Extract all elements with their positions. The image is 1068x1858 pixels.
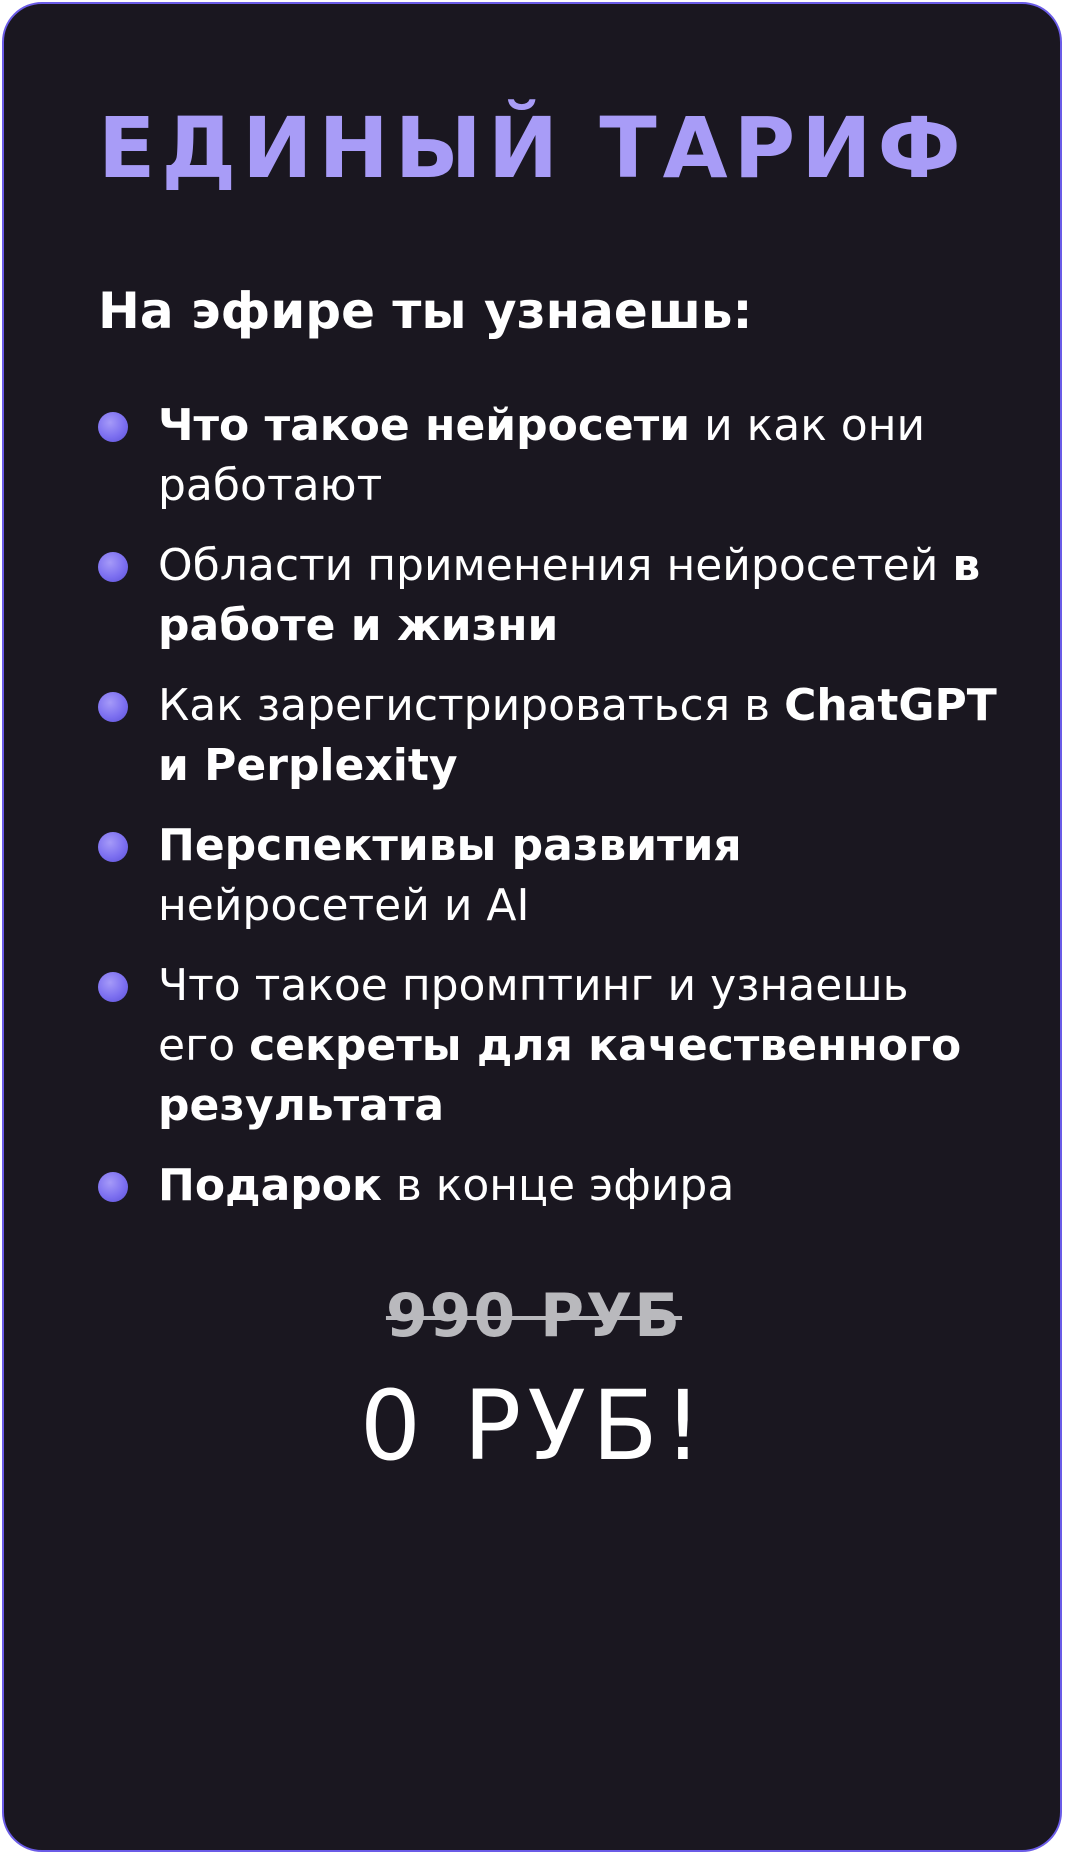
item-bold-text: Что такое нейросети xyxy=(158,400,691,451)
item-text: нейросетей и AI xyxy=(158,880,530,931)
item-text: Как зарегистрироваться в xyxy=(158,680,785,731)
list-item xyxy=(98,816,998,936)
item-text: и как они работают xyxy=(158,400,926,511)
new-price: 0 РУБ! xyxy=(359,1370,709,1482)
item-text: Что такое промптинг и узнаешь его xyxy=(158,960,909,1071)
bullet-dot-icon xyxy=(98,412,128,442)
item-bold-text: секреты для качественного результата xyxy=(158,1020,962,1131)
item-bold-text: Перспективы развития xyxy=(158,820,742,871)
item-text: в конце эфира xyxy=(381,1160,735,1211)
item-text: Области применения нейросетей xyxy=(158,540,953,591)
bullet-dot-icon xyxy=(98,692,128,722)
list-item xyxy=(98,536,998,656)
bullet-dot-icon xyxy=(98,552,128,582)
section-subtitle: На эфире ты узнаешь: xyxy=(98,282,753,340)
item-bold-text: в работе и жизни xyxy=(158,540,981,651)
list-item xyxy=(98,1156,998,1216)
old-price xyxy=(4,1281,1064,1351)
bullet-dot-icon xyxy=(98,1172,128,1202)
tariff-title: ЕДИНЫЙ ТАРИФ xyxy=(98,99,967,197)
tariff-card xyxy=(2,2,1062,1852)
item-bold-text: ChatGPT и Perplexity xyxy=(158,680,997,791)
item-bold-text: Подарок xyxy=(158,1160,382,1211)
list-item xyxy=(98,676,998,796)
bullet-dot-icon xyxy=(98,972,128,1002)
feature-list xyxy=(98,396,998,1236)
bullet-dot-icon xyxy=(98,832,128,862)
list-item xyxy=(98,396,998,516)
list-item xyxy=(98,956,998,1136)
old-price-value: 990 РУБ xyxy=(385,1281,683,1351)
